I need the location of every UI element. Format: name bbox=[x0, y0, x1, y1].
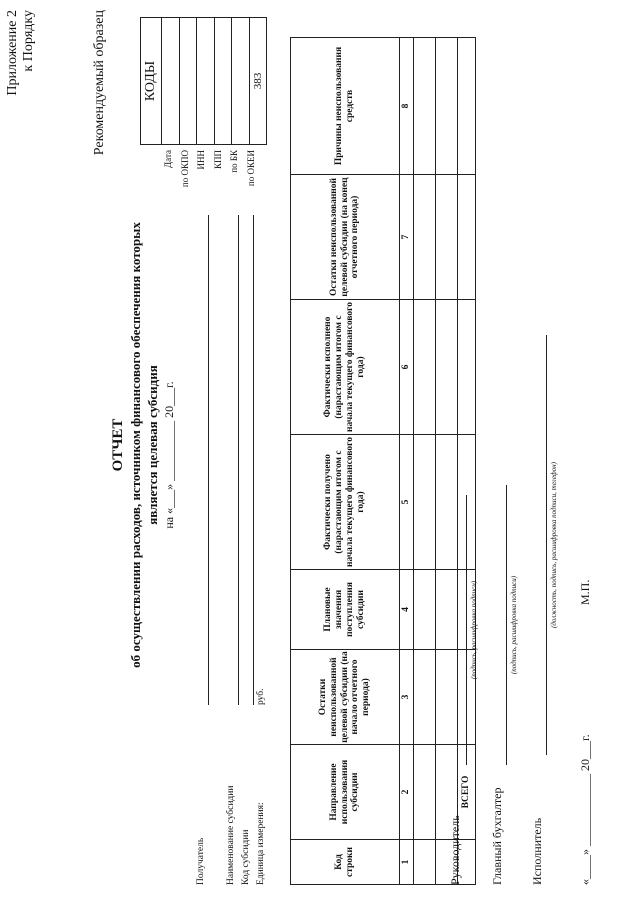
accountant-signature-line[interactable] bbox=[506, 485, 507, 765]
report-table bbox=[290, 37, 476, 885]
header-received: Фактически получено (нарастающим итогом с начала текущего финансового года) bbox=[291, 435, 400, 570]
head-signature-line[interactable] bbox=[466, 495, 467, 765]
table-cell[interactable] bbox=[414, 570, 436, 650]
header-executed: Фактически исполнено (нарастающим итогом с начала текущего финансового года) bbox=[291, 300, 400, 435]
signature-date-line[interactable]: «____» ____________ 20___г. bbox=[578, 734, 592, 885]
subsidy-name-line[interactable] bbox=[238, 215, 239, 705]
code-value-bk[interactable] bbox=[232, 18, 250, 145]
head-caption: (подпись, расшифровка подписи) bbox=[470, 580, 478, 680]
stamp-label: М.П. bbox=[578, 579, 592, 605]
code-label-kpp: КПП bbox=[212, 150, 223, 170]
table-cell[interactable] bbox=[458, 38, 476, 175]
column-number: 8 bbox=[400, 38, 414, 175]
code-label-okei: по ОКЕИ bbox=[245, 150, 256, 187]
column-number: 4 bbox=[400, 570, 414, 650]
code-value-inn[interactable] bbox=[197, 18, 215, 145]
executor-caption: (должность, подпись, расшифровка подписи, телефон) bbox=[550, 462, 558, 628]
recipient-label: Получатель bbox=[196, 837, 206, 885]
codes-header: КОДЫ bbox=[141, 18, 162, 145]
header-balance-end: Остатки неиспользованной целевой субсидии (на конец отчетного периода) bbox=[291, 175, 400, 300]
codes-table bbox=[140, 17, 267, 145]
table-cell[interactable] bbox=[414, 300, 436, 435]
header-balance-start: Остатки неиспользованной целевой субсидии (на начало отчетного периода) bbox=[291, 650, 400, 745]
code-label-bk: по БК bbox=[229, 150, 239, 173]
appendix-line-1: Приложение 2 bbox=[5, 10, 20, 96]
header-planned: Плановые значения поступления субсидии bbox=[291, 570, 400, 650]
table-cell[interactable] bbox=[414, 650, 436, 745]
table-cell[interactable] bbox=[436, 300, 458, 435]
codes-labels bbox=[160, 150, 259, 255]
column-number: 6 bbox=[400, 300, 414, 435]
recipient-line[interactable] bbox=[208, 215, 209, 705]
total-label: ВСЕГО bbox=[458, 745, 476, 840]
table-cell[interactable] bbox=[436, 435, 458, 570]
code-label-okpo: по ОКПО bbox=[179, 150, 190, 188]
table-cell[interactable] bbox=[436, 650, 458, 745]
table-cell[interactable] bbox=[436, 570, 458, 650]
code-value-kpp[interactable] bbox=[214, 18, 232, 145]
header-direction: Направление использования субсидии bbox=[291, 745, 400, 840]
report-title-line-2: является целевая субсидия bbox=[145, 365, 160, 525]
unit-label: Единица измерения: bbox=[256, 802, 266, 885]
subsidy-name-label: Наименование субсидии bbox=[226, 785, 236, 885]
column-number: 1 bbox=[400, 840, 414, 885]
table-cell[interactable] bbox=[414, 435, 436, 570]
unit-value: руб. bbox=[256, 688, 266, 705]
table-cell[interactable] bbox=[414, 745, 436, 840]
code-value-okpo[interactable] bbox=[179, 18, 197, 145]
appendix-line-2: к Порядку bbox=[21, 10, 36, 72]
column-number: 2 bbox=[400, 745, 414, 840]
column-number: 5 bbox=[400, 435, 414, 570]
report-date-line: на «___» __________ 20___г. bbox=[162, 381, 176, 529]
header-line-code: Код строки bbox=[291, 840, 400, 885]
appendix-block bbox=[5, 10, 37, 230]
header-reasons: Причины неиспользования средств bbox=[291, 38, 400, 175]
head-label: Руководитель bbox=[448, 815, 462, 885]
executor-signature-line[interactable] bbox=[546, 335, 547, 755]
code-value-date[interactable] bbox=[162, 18, 180, 145]
table-cell[interactable] bbox=[414, 38, 436, 175]
sample-label: Рекомендуемый образец bbox=[92, 10, 107, 156]
table-cell[interactable] bbox=[458, 300, 476, 435]
code-value-okei[interactable]: 383 bbox=[249, 18, 267, 145]
accountant-label: Главный бухгалтер bbox=[490, 787, 504, 885]
code-label-date: Дата bbox=[163, 150, 173, 168]
column-number: 7 bbox=[400, 175, 414, 300]
accountant-caption: (подпись, расшифровка подписи) bbox=[510, 575, 518, 675]
report-title: ОТЧЕТ bbox=[110, 418, 126, 472]
code-label-inn: ИНН bbox=[196, 150, 206, 170]
subsidy-code-label: Код субсидии bbox=[241, 829, 251, 885]
table-row bbox=[414, 38, 436, 885]
table-cell[interactable] bbox=[414, 840, 436, 885]
subsidy-code-line[interactable] bbox=[253, 215, 254, 705]
table-cell[interactable] bbox=[414, 175, 436, 300]
table-cell[interactable] bbox=[436, 175, 458, 300]
table-row bbox=[436, 38, 458, 885]
report-title-line-1: об осуществлении расходов, источником финансового обеспечения которых bbox=[128, 222, 143, 668]
table-cell[interactable] bbox=[458, 175, 476, 300]
table-cell[interactable] bbox=[436, 38, 458, 175]
executor-label: Исполнитель bbox=[530, 817, 544, 885]
column-number: 3 bbox=[400, 650, 414, 745]
